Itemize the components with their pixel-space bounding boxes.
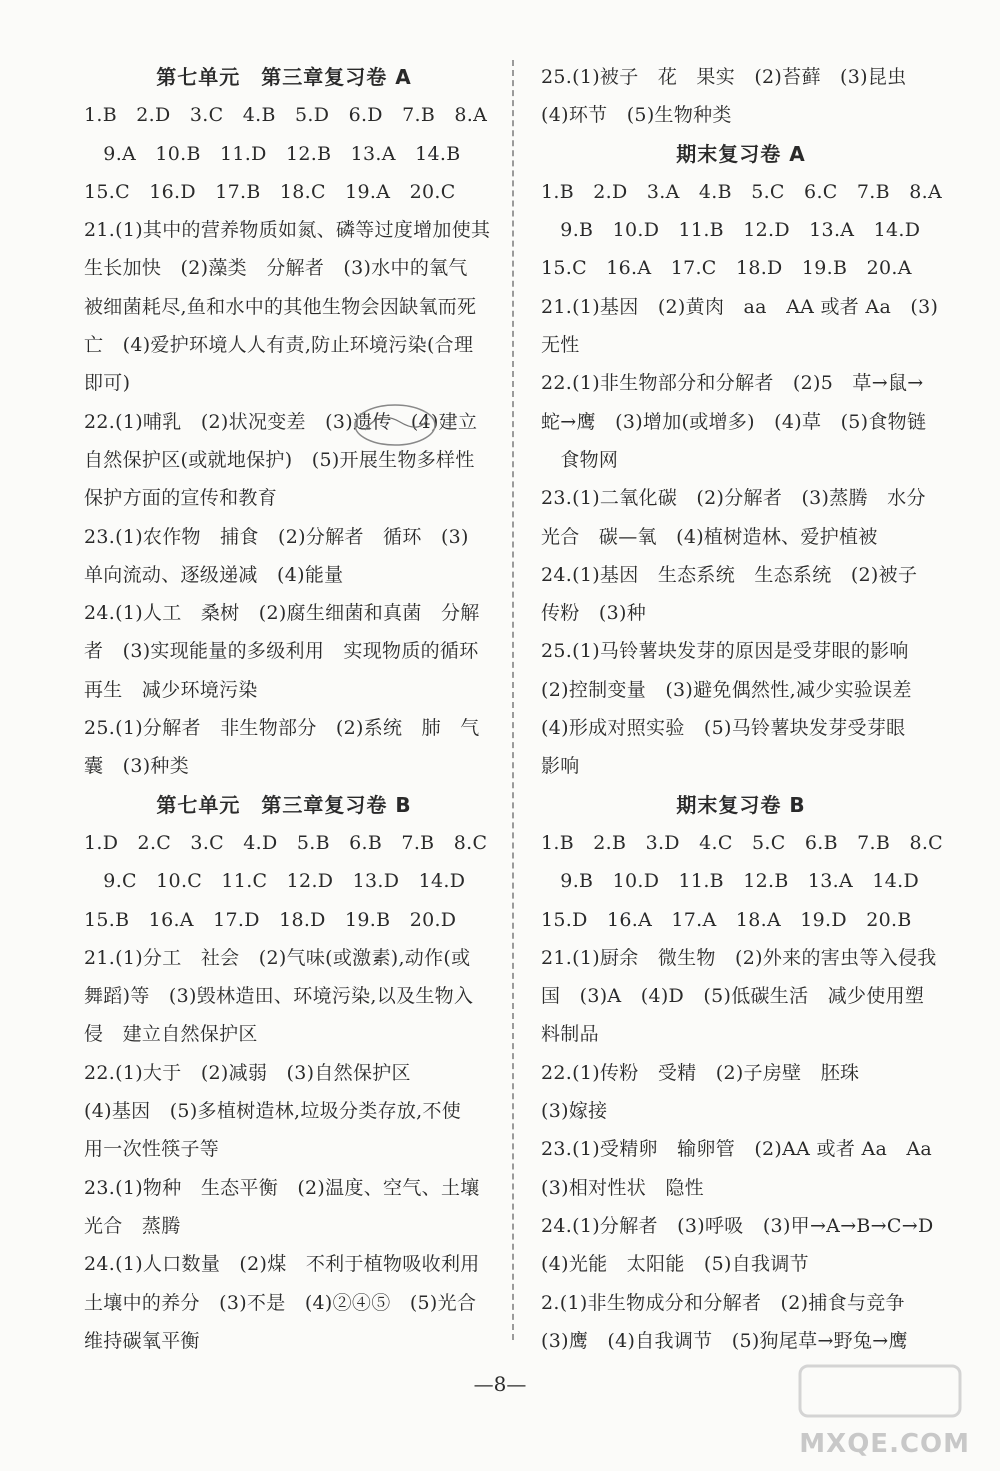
left-answer-line: 9.A 10.B 11.D 12.B 13.A 14.B [84,142,461,165]
left-answer-line: 1.D 2.C 3.C 4.D 5.B 6.B 7.B 8.C [84,831,488,854]
left-answer-line: 用一次性筷子等 [84,1138,220,1161]
left-answer-line: 维持碳氧平衡 [84,1329,200,1352]
left-answer-line: 生长加快 (2)藻类 分解者 (3)水中的氧气 [84,257,468,280]
left-answer-line: 侵 建立自然保护区 [84,1023,258,1046]
left-answer-line: 1.B 2.D 3.C 4.B 5.D 6.D 7.B 8.A [84,104,488,127]
left-answer-line: 24.(1)人口数量 (2)煤 不利于植物吸收利用 [84,1253,480,1276]
left-answer-line: 21.(1)分工 社会 (2)气味(或激素),动作(或 [84,946,471,969]
right-answer-line: (4)环节 (5)生物种类 [541,104,732,127]
right-answer-line: 9.B 10.D 11.B 12.D 13.A 14.D [541,219,921,242]
right-answer-line: 1.B 2.B 3.D 4.C 5.C 6.B 7.B 8.C [541,831,944,854]
left-answer-line: 23.(1)农作物 捕食 (2)分解者 循环 (3) [84,525,469,548]
left-answer-line: 者 (3)实现能量的多级利用 实现物质的循环 [84,640,479,663]
left-answer-line: 自然保护区(或就地保护) (5)开展生物多样性 [84,448,475,471]
right-answer-line: 24.(1)分解者 (3)呼吸 (3)甲→A→B→C→D [541,1214,934,1237]
right-answer-line: (4)形成对照实验 (5)马铃薯块发芽受芽眼 [541,717,906,740]
left-answer-line: 15.B 16.A 17.D 18.D 19.B 20.D [84,908,457,931]
left-answer-line: 即可) [84,372,131,395]
right-section-heading: 期末复习卷 A [676,141,806,166]
page-number: —8— [473,1372,527,1396]
left-answer-line: 亡 (4)爱护环境人人有责,防止环境污染(合理 [84,334,474,357]
right-answer-line: 2.(1)非生物成分和分解者 (2)捕食与竞争 [541,1291,905,1314]
right-answer-line: 无性 [541,334,580,357]
right-answer-line: 1.B 2.D 3.A 4.B 5.C 6.C 7.B 8.A [541,180,942,203]
right-answer-line: 15.D 16.A 17.A 18.A 19.D 20.B [541,908,912,931]
column-divider [512,60,514,1340]
left-answer-line: 保护方面的宣传和教育 [84,487,278,510]
right-answer-line: 25.(1)马铃薯块发芽的原因是受芽眼的影响 [541,640,909,663]
right-answer-line: 22.(1)非生物部分和分解者 (2)5 草→鼠→ [541,372,924,395]
stamp-mark [350,400,440,450]
left-answer-line: 25.(1)分解者 非生物部分 (2)系统 肺 气 [84,717,480,740]
right-answer-line: 24.(1)基因 生态系统 生态系统 (2)被子 [541,563,918,586]
left-answer-line: 24.(1)人工 桑树 (2)腐生细菌和真菌 分解 [84,602,480,625]
right-answer-line: 国 (3)A (4)D (5)低碳生活 减少使用塑 [541,985,925,1008]
right-answer-line: 料制品 [541,1023,599,1046]
left-answer-line: 9.C 10.C 11.C 12.D 13.D 14.D [84,870,466,893]
left-answer-line: 22.(1)哺乳 (2)状况变差 (3)遗传 (4)建立 [84,410,478,433]
right-answer-line: 传粉 (3)种 [541,602,647,625]
left-answer-line: 光合 蒸腾 [84,1214,181,1237]
left-section-heading: 第七单元 第三章复习卷 A [156,65,412,89]
left-answer-line: 单向流动、逐级递减 (4)能量 [84,563,344,586]
left-answer-line: 15.C 16.D 17.B 18.C 19.A 20.C [84,180,456,203]
right-answer-line: (4)光能 太阳能 (5)自我调节 [541,1253,809,1276]
left-answer-line: 21.(1)其中的营养物质如氮、磷等过度增加使其 [84,219,491,242]
left-column [84,58,491,1360]
left-section-heading: 第七单元 第三章复习卷 B [156,792,412,817]
right-answer-line: 23.(1)二氧化碳 (2)分解者 (3)蒸腾 水分 [541,487,926,510]
right-answer-line: 15.C 16.A 17.C 18.D 19.B 20.A [541,257,912,280]
right-answer-line: 蛇→鹰 (3)增加(或增多) (4)草 (5)食物链 [541,410,927,433]
left-answer-line: (4)基因 (5)多植树造林,垃圾分类存放,不使 [84,1100,462,1123]
left-answer-line: 囊 (3)种类 [84,755,190,778]
right-answer-line: (2)控制变量 (3)避免偶然性,减少实验误差 [541,678,912,701]
right-column [541,58,944,1360]
right-answer-line: 9.B 10.D 11.B 12.B 13.A 14.D [541,870,919,893]
right-answer-line: 食物网 [541,448,619,471]
right-answer-line: 22.(1)传粉 受精 (2)子房壁 胚珠 [541,1061,860,1084]
right-answer-line: 21.(1)厨余 微生物 (2)外来的害虫等入侵我 [541,946,937,969]
watermark-text: MXQE.COM [799,1429,970,1459]
right-section-heading: 期末复习卷 B [676,792,806,817]
right-answer-line: (3)相对性状 隐性 [541,1176,704,1199]
right-answer-line: 25.(1)被子 花 果实 (2)苔藓 (3)昆虫 [541,66,907,88]
left-answer-line: 舞蹈)等 (3)毁林造田、环境污染,以及生物入 [84,985,474,1008]
right-answer-line: (3)鹰 (4)自我调节 (5)狗尾草→野兔→鹰 [541,1329,908,1352]
left-answer-line: 22.(1)大于 (2)减弱 (3)自然保护区 [84,1061,411,1084]
left-answer-line: 被细菌耗尽,鱼和水中的其他生物会因缺氧而死 [84,295,477,318]
right-answer-line: 影响 [541,755,580,778]
left-answer-line: 23.(1)物种 生态平衡 (2)温度、空气、土壤 [84,1176,480,1199]
right-answer-line: 光合 碳—氧 (4)植树造林、爱护植被 [541,525,878,548]
left-answer-line: 再生 减少环境污染 [84,678,258,701]
right-answer-line: (3)嫁接 [541,1100,608,1123]
right-answer-line: 23.(1)受精卵 输卵管 (2)AA 或者 Aa Aa [541,1138,933,1161]
left-answer-line: 土壤中的养分 (3)不是 (4)②④⑤ (5)光合 [84,1291,477,1314]
right-answer-line: 21.(1)基因 (2)黄肉 aa AA 或者 Aa (3) [541,295,939,318]
